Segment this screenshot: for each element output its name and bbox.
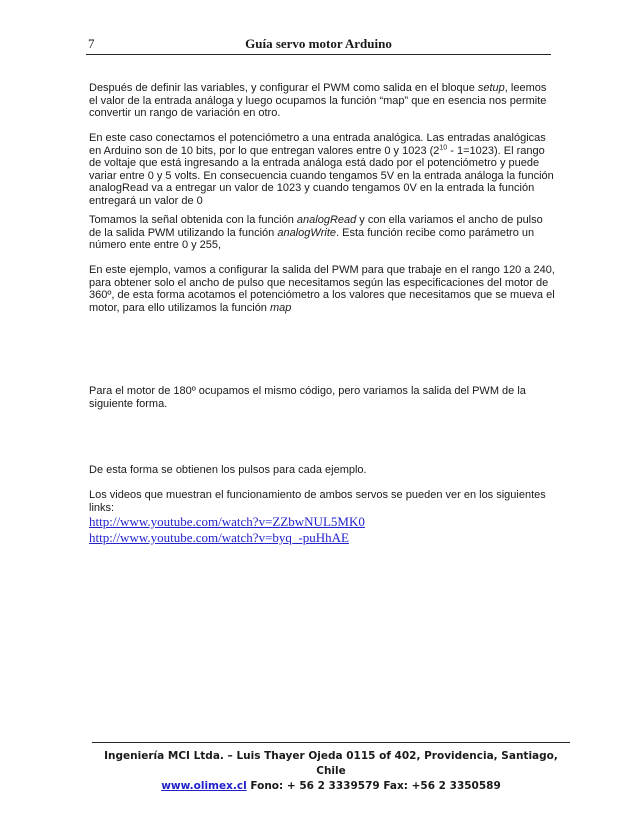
footer-website-link[interactable]: www.olimex.cl [161,780,247,792]
video-links [89,514,557,546]
paragraph-pwm-range: En este ejemplo, vamos a configurar la salida del PWM para que trabaje en el rango 120 a 240, para obtener solo el ancho de pulso que necesitamos según las especificaciones del motor de 360º, de esta forma acotamos el potenciómetro a los valores que necesitamos que se mueva el motor, para ello utilizamos la función map [89,264,555,314]
video-link-2[interactable]: http://www.youtube.com/watch?v=byq_-puHhAE [89,530,349,545]
paragraph-analog-input: En este caso conectamos el potenciómetro a una entrada analógica. Las entradas analógicas en Arduino son de 10 bits, por lo que entregan valores entre 0 y 1023 $(2^{10} - 1=1023)$. El rango de voltaje que está ingresando a la entrada análoga está dado por el potenciómetro y puede variar entre 0 y 5 volts. En consecuencia cuando tengamos 5V en la entrada análoga la función analogRead va a entregar un valor de 1023 y cuando tengamos 0V en la entrada la función entregará un valor de 0 [89,132,554,207]
footer-contact [92,779,570,794]
video-link-1[interactable]: http://www.youtube.com/watch?v=ZZbwNUL5MK0 [89,514,365,529]
document-title: Guía servo motor Arduino [245,36,392,51]
paragraph-intro: Después de definir las variables, y configurar el PWM como salida en el bloque setup, leemos el valor de la entrada análoga y luego ocupamos la función “map” que en esencia nos permite convertir un rango de variación en otro. [89,82,547,120]
exponent-superscript: 10 [439,143,448,151]
page-number: 7 [88,36,95,51]
paragraph-pulses: De esta forma se obtienen los pulsos para cada ejemplo. [89,464,367,476]
paragraph-analogread: Tomamos la señal obtenida con la función analogRead y con ella variamos el ancho de pulso de la salida PWM utilizando la función analogWrite. Esta función recibe como parámetro un número ente entre 0 y 255, [89,214,543,252]
paragraph-180-motor: Para el motor de 180º ocupamos el mismo código, pero variamos la salida del PWM de la siguiente forma. [89,385,526,410]
footer-phone-fax: Fono: + 56 2 3339579 Fax: +56 2 3350589 [246,780,501,792]
analogread-keyword: analogRead [296,214,357,226]
analogwrite-keyword: analogWrite [277,226,337,239]
footer-divider [92,742,570,743]
setup-keyword: setup [477,82,505,94]
map-keyword: map [269,301,292,314]
paragraph-videos: Los videos que muestran el funcionamiento de ambos servos se pueden ver en los siguientes links: [89,489,546,514]
footer-address: Ingeniería MCI Ltda. – Luis Thayer Ojeda 0115 of 402, Providencia, Santiago, Chile [104,750,558,777]
page-footer [92,749,570,794]
page-header [86,36,551,55]
